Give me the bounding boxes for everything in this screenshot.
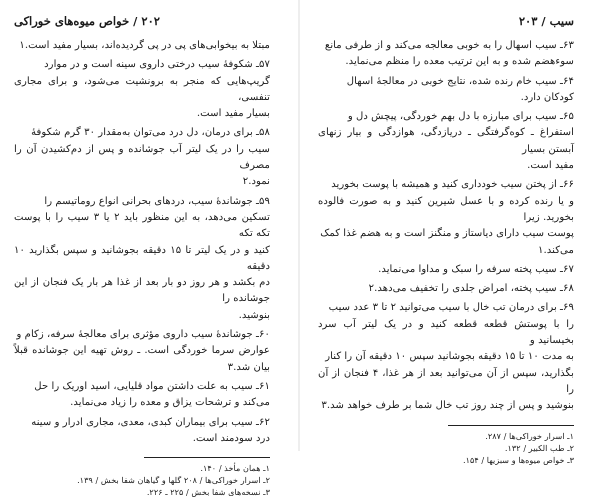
text-line: ۵۹ـ جوشاندهٔ سیب، دردهای بحرانی انواع روماتیسم را — [44, 195, 270, 207]
footnote-separator — [448, 425, 574, 426]
left-page-header — [14, 12, 270, 30]
right-page — [318, 12, 574, 465]
right-page-body — [318, 38, 574, 415]
text-line: سیب را در یک لیتر آب جوشانده و پس از دم‌کشیدن آن را مصرف — [14, 143, 270, 172]
paragraph-62 — [14, 415, 270, 448]
paragraph-67 — [318, 262, 574, 278]
footnote: ۳ـ خواص میوه‌ها و سبزیها / ۱۵۴. — [463, 454, 574, 465]
paragraph-69 — [318, 300, 574, 414]
text-line: بگذارید، سپس از آن می‌توانید بعد از هر غذا، ۴ فنجان از آن را — [318, 367, 574, 395]
text-line: ۶۶ـ از پختن سیب خودداری کنید و همیشه با پوست بخورید — [331, 179, 574, 191]
right-page-footnotes — [318, 430, 574, 466]
text-line: ۶۱ـ سیب به علت داشتن مواد قلیایی، اسید اوریک را حل — [34, 380, 270, 392]
text-line: به مدت ۱۰ تا ۱۵ دقیقه بجوشانید سپس ۱۰ دقیقه آن را کنار — [325, 351, 574, 363]
paragraph-60 — [14, 327, 270, 376]
right-page-header — [318, 12, 574, 30]
left-page — [14, 12, 271, 498]
text-line: می‌کند.۱ — [538, 244, 574, 256]
left-page-footnotes — [14, 462, 270, 498]
footnote: ۱ـ اسرار خوراکی‌ها / ۲۸۷. — [485, 430, 574, 441]
paragraph-57 — [14, 57, 270, 122]
text-line: مبتلا به بیخوابی‌های پی در پی گردیده‌اند، بسیار مفید است.۱ — [19, 40, 270, 51]
footnote-separator — [144, 457, 270, 458]
text-line: بنوشید و پس از چند روز تب خال شما بر طرف خواهد شد.۳ — [321, 400, 574, 412]
footnote: ۲ـ طب الکبیر / ۱۳۲. — [504, 442, 574, 453]
paragraph-61 — [14, 379, 270, 412]
text-line: می‌کند و ترشحات یزاق و معده را زیاد می‌نماید. — [70, 397, 270, 409]
text-line: ۵۷ـ شکوفهٔ سیب درختی داروی سینه است و در موارد — [44, 59, 270, 71]
text-line: استفراغ ـ کوه‌گرفتگی ـ دریازدگی، هوازدگی و بیار زنهای آبستن بسیار — [318, 127, 574, 155]
text-line: کنید و در یک لیتر تا ۱۵ دقیقه بجوشانید و سپس بگذارید ۱۰ دقیقه — [14, 244, 270, 272]
page-gutter — [298, 0, 300, 451]
text-line: ۶۵ـ سیب برای مبارزه با دل بهم خوردگی، پیچش دل و — [347, 111, 574, 123]
text-line: کودکان دارد. — [520, 91, 574, 103]
paragraph-68 — [318, 281, 574, 297]
text-line: تسکین می‌دهد، به این منظور باید ۲ یا ۳ سیب را با پوست تکه تکه — [14, 211, 271, 240]
text-line: ۶۰ـ جوشاندهٔ سیب داروی مؤثری برای معالجهٔ سرفه، زکام و — [16, 329, 270, 341]
text-line: را با پوستش قطعه قطعه کنید و در یک لیتر آب سرد بخیسانید و — [318, 318, 574, 347]
text-line: ۶۲ـ سیب برای بیماران کبدی، معدی، مجاری ادرار و سینه — [31, 416, 270, 428]
paragraph-58 — [14, 125, 270, 190]
paragraph-66 — [318, 177, 574, 258]
text-line: پوست سیب دارای دیاستاز و منگنز است و به هضم غذا کمک — [320, 228, 574, 240]
text-line: دم بکشد و هر روز دو بار بعد از غذا هر بار یک فنجان از این جوشانده را — [14, 277, 270, 305]
text-line: ۶۳ـ سیب اسهال را به خوبی معالجه می‌کند و از طرفی مانع — [324, 40, 574, 51]
text-line: و یا رنده کرده و با عسل شیرین کنید و به صورت فالوده بخورید. زیرا — [318, 195, 574, 223]
text-line: عوارض سرما خوردگی است. ـ روش تهیه این جوشانده قبلاً بیان شد.۳ — [14, 345, 270, 373]
paragraph-64 — [318, 74, 574, 107]
text-line: مفید است. — [527, 160, 574, 172]
text-line: ۵۸ـ برای درمان، دل درد می‌توان به‌مقدار ۳۰ گرم شکوفهٔ — [31, 127, 270, 139]
text-line: بنوشید. — [238, 309, 270, 321]
left-page-body — [14, 38, 270, 447]
paragraph-63 — [318, 38, 574, 71]
paragraph-56-cont — [14, 38, 270, 54]
text-line: ۶۹ـ برای درمان تب خال با سیب می‌توانید ۲ تا ۳ عدد سیب — [328, 302, 574, 314]
paragraph-65 — [318, 109, 574, 174]
text-line: ۶۷ـ سیب پخته سرفه را سبک و مداوا می‌نماید. — [378, 263, 574, 275]
text-line: گریپ‌هایی که منجر به برونشیت می‌شود، و برای مجاری تنفسی، — [14, 75, 270, 103]
footnote: ۲ـ اسرار خوراکی‌ها / ۲۰۸ گلها و گیاهان شفا بخش / ۱۳۹. — [77, 475, 270, 486]
right-page-header-text: سیب / ۲۰۳ — [518, 14, 574, 28]
text-line: سوءهضم شده و به این ترتیب معده را منظم می‌نماید. — [345, 56, 574, 68]
left-page-header-text: ۲۰۲ / خواص میوه‌های خوراکی — [14, 14, 160, 28]
footnote: ۱ـ همان مأخذ / ۱۴۰. — [200, 463, 270, 474]
text-line: ۶۸ـ سیب پخته، امراض جلدی را تخفیف می‌دهد.۲ — [368, 283, 574, 295]
footnote: ۳ـ نسخه‌های شفا بخش / ۲۲۵ ـ ۲۲۶. — [146, 487, 270, 498]
text-line: نمود.۲ — [242, 176, 270, 188]
text-line: بسیار مفید است. — [196, 108, 270, 120]
text-line: درد سودمند است. — [192, 432, 270, 444]
paragraph-59 — [14, 194, 270, 324]
text-line: ۶۴ـ سیب خام رنده شده، نتایج خوبی در معالجهٔ اسهال — [346, 75, 574, 87]
